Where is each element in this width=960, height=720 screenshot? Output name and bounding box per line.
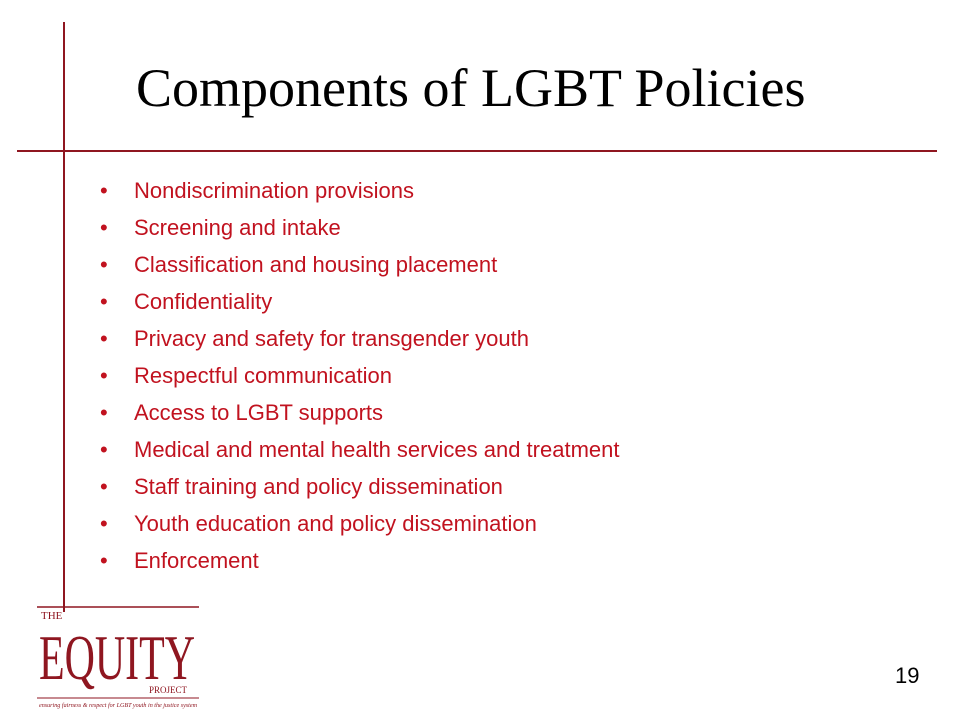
bullet-text: Enforcement [134, 548, 259, 573]
bullet-marker: • [100, 289, 108, 314]
bullet-marker: • [100, 400, 108, 425]
page-number: 19 [895, 663, 920, 688]
bullet-text: Access to LGBT supports [134, 400, 384, 425]
bullet-marker: • [100, 363, 108, 388]
bullet-text: Respectful communication [134, 363, 393, 388]
bullet-text: Medical and mental health services and treatment [134, 437, 620, 462]
bullet-text: Classification and housing placement [134, 252, 498, 277]
equity-project-logo [35, 603, 201, 713]
bullet-text: Screening and intake [134, 215, 341, 240]
bullet-text: Nondiscrimination provisions [134, 178, 415, 203]
bullet-marker: • [100, 215, 108, 240]
bullet-marker: • [100, 178, 108, 203]
vertical-accent-line [63, 22, 65, 612]
horizontal-accent-line [17, 150, 937, 152]
bullet-marker: • [100, 511, 108, 536]
bullet-marker: • [100, 326, 108, 351]
bullet-marker: • [100, 437, 108, 462]
bullet-marker: • [100, 548, 108, 573]
slide-title: Components of LGBT Policies [136, 58, 806, 118]
bullet-text: Staff training and policy dissemination [134, 474, 503, 499]
bullet-text: Youth education and policy dissemination [134, 511, 537, 536]
bullet-text: Confidentiality [134, 289, 273, 314]
logo-main-text: EQUITY [39, 622, 195, 693]
logo-tagline: ensuring fairness & respect for LGBT youth in the justice system [39, 703, 195, 709]
logo-sub-text: PROJECT [149, 685, 188, 695]
bullet-marker: • [100, 252, 108, 277]
logo-top-text: THE [41, 610, 63, 622]
bullet-text: Privacy and safety for transgender youth [134, 326, 529, 351]
bullet-marker: • [100, 474, 108, 499]
